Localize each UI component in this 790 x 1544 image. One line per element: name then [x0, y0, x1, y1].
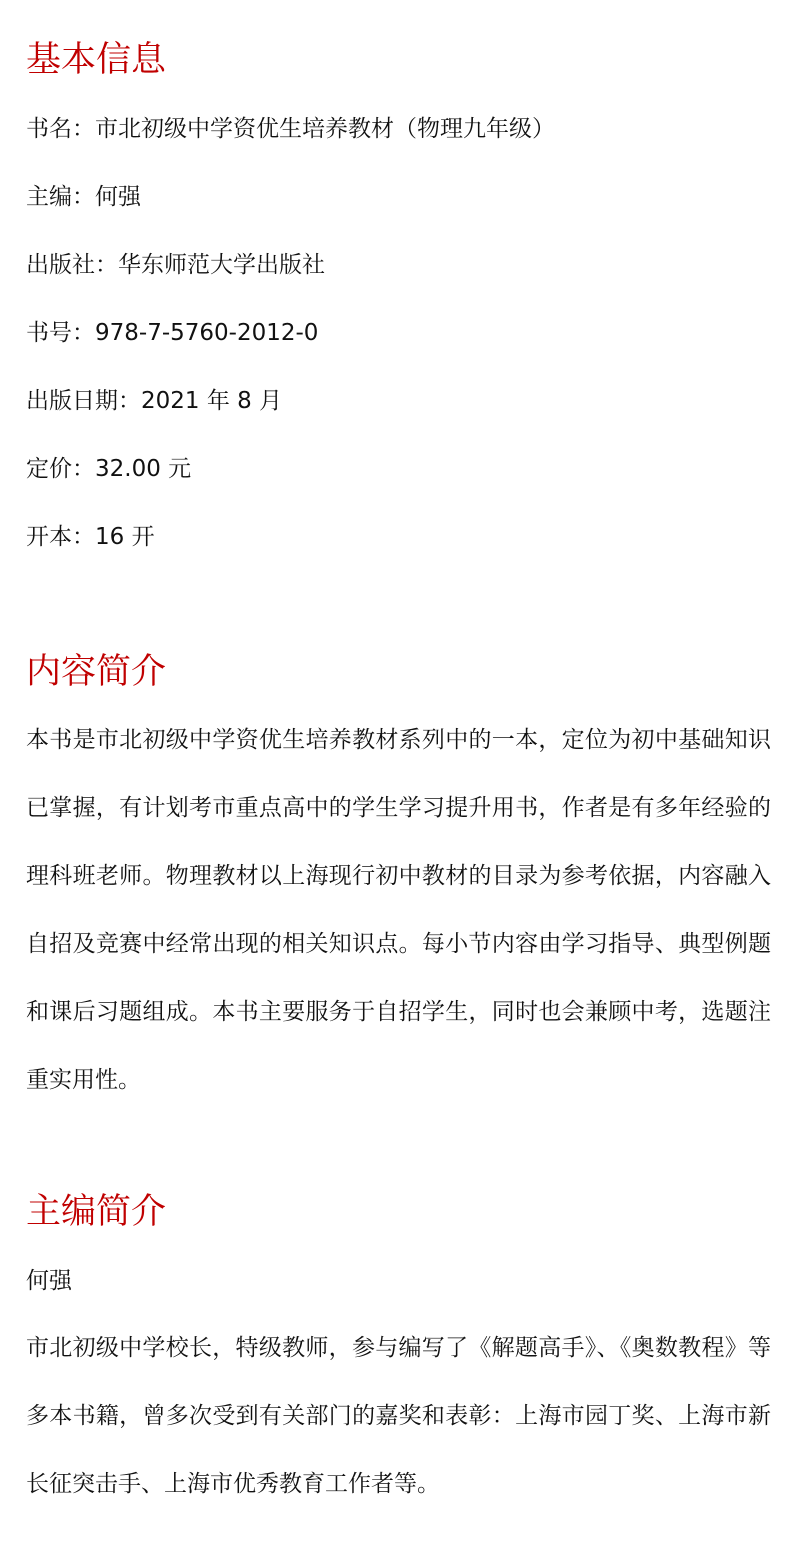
- format-line: 开本：16 开: [26, 524, 155, 550]
- editor-bio: 市北初级中学校长，特级教师，参与编写了《解题高手》、《奥数教程》等多本书籍，曾多次受到有关部门的嘉奖和表彰：上海市园丁奖、上海市新长征突击手、上海市优秀教育工作者等。: [26, 1335, 771, 1497]
- book-title-line: 书名：市北初级中学资优生培养教材（物理九年级）: [26, 116, 555, 142]
- basic-info-heading: 基本信息: [26, 40, 167, 80]
- editor-name: 何强: [26, 1268, 72, 1294]
- summary-text: 本书是市北初级中学资优生培养教材系列中的一本，定位为初中基础知识已掌握，有计划考市重点高中的学生学习提升用书，作者是有多年经验的理科班老师。物理教材以上海现行初中教材的目录为参考依据，内容融入自招及竞赛中经常出现的相关知识点。每小节内容由学习指导、典型例题和课后习题组成。本书主要服务于自招学生，同时也会兼顾中考，选题注重实用性。: [26, 727, 771, 1093]
- summary-heading: 内容简介: [26, 652, 167, 692]
- price-line: 定价：32.00 元: [26, 456, 192, 482]
- isbn-line: 书号：978-7-5760-2012-0: [26, 320, 319, 346]
- editor-line: 主编：何强: [26, 184, 141, 210]
- publisher-line: 出版社：华东师范大学出版社: [26, 252, 325, 278]
- pub-date-line: 出版日期：2021 年 8 月: [26, 388, 283, 414]
- editor-intro-heading: 主编简介: [26, 1192, 167, 1232]
